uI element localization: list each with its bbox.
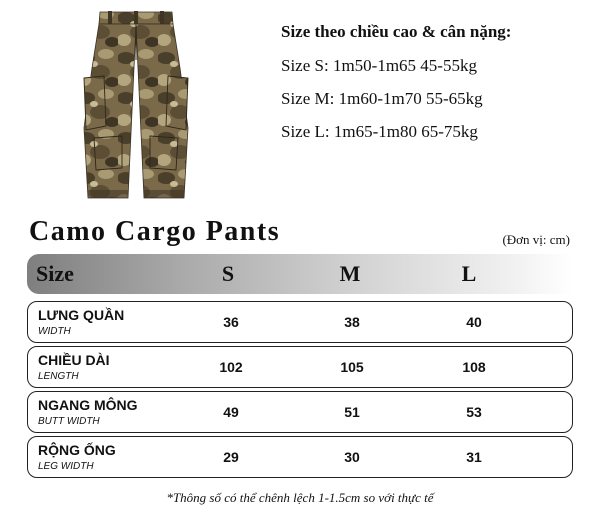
table-row-leg-width [27, 436, 573, 478]
size-guide-line-l: Size L: 1m65-1m80 65-75kg [281, 122, 478, 141]
value-size-l: 53 [466, 404, 482, 420]
row-label-vn: CHIỀU DÀI [38, 352, 110, 368]
header-size-label: Size [36, 261, 74, 286]
table-row-butt-width [27, 391, 573, 433]
value-size-l: 108 [462, 359, 486, 375]
size-guide-line-m: Size M: 1m60-1m70 55-65kg [281, 89, 483, 108]
table-row-length [27, 346, 573, 388]
size-guide [281, 22, 591, 155]
table-row-width [27, 301, 573, 343]
value-size-m: 38 [344, 314, 360, 330]
product-title: Camo Cargo Pants [29, 216, 281, 247]
size-table-header [27, 254, 573, 294]
header-size-s: S [221, 261, 235, 286]
size-guide-line-s: Size S: 1m50-1m65 45-55kg [281, 56, 477, 75]
value-size-l: 40 [466, 314, 482, 330]
value-size-s: 102 [219, 359, 243, 375]
value-size-m: 30 [344, 449, 360, 465]
row-label-en: LENGTH [38, 371, 79, 382]
row-label-en: WIDTH [38, 326, 71, 337]
unit-label: (Đơn vị: cm) [502, 232, 570, 247]
row-label-vn: RỘNG ỐNG [38, 442, 116, 458]
row-label-vn: LƯNG QUẦN [38, 307, 125, 323]
header-size-m: M [339, 261, 361, 286]
value-size-s: 36 [223, 314, 239, 330]
value-size-m: 51 [344, 404, 360, 420]
row-label-en: BUTT WIDTH [38, 416, 100, 427]
value-size-s: 29 [223, 449, 239, 465]
row-label-vn: NGANG MÔNG [38, 397, 138, 413]
measurement-note: *Thông số có thể chênh lệch 1-1.5cm so với thực tế [166, 490, 434, 505]
value-size-l: 31 [466, 449, 482, 465]
row-label-en: LEG WIDTH [38, 461, 94, 472]
value-size-m: 105 [340, 359, 364, 375]
size-guide-heading: Size theo chiều cao & cân nặng: [281, 22, 512, 41]
value-size-s: 49 [223, 404, 239, 420]
camo-cargo-pants-photo [78, 8, 194, 204]
header-size-l: L [461, 261, 477, 286]
